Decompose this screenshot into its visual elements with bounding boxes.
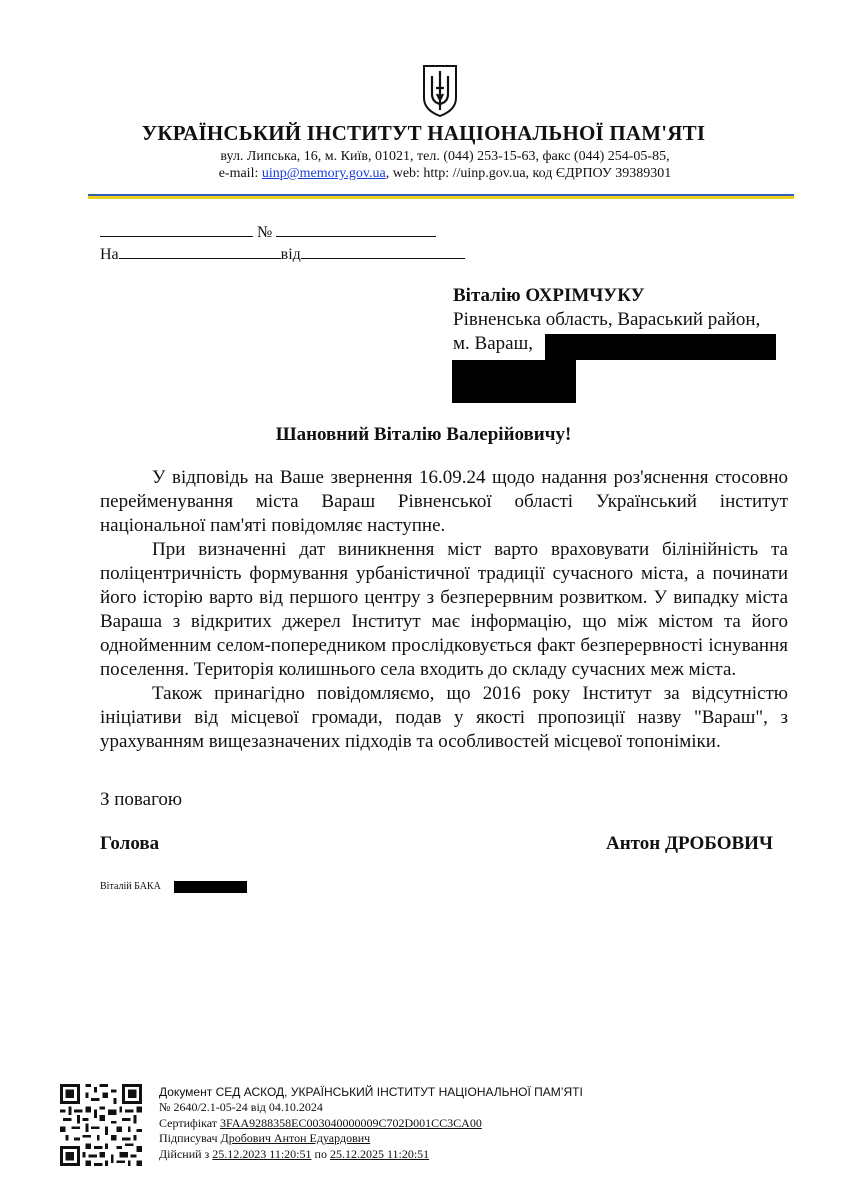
redaction-bar bbox=[452, 360, 576, 403]
eds-certificate-line bbox=[159, 1116, 583, 1131]
valid-from-date: 25.12.2023 11:20:51 bbox=[212, 1146, 312, 1161]
certificate-label: Сертифікат bbox=[159, 1115, 218, 1130]
eds-document-line: Документ СЕД АСКОД, УКРАЇНСЬКИЙ ІНСТИТУТ НАЦІОНАЛЬНОЇ ПАМ’ЯТІ bbox=[159, 1085, 583, 1099]
trident-coat-of-arms-icon bbox=[421, 64, 459, 118]
signatory-name: Антон ДРОБОВИЧ bbox=[606, 833, 773, 854]
date-blank bbox=[100, 221, 253, 237]
date-label: від bbox=[280, 246, 301, 263]
valid-to-label: по bbox=[314, 1146, 327, 1161]
signer-name: Дробович Антон Едуардович bbox=[220, 1131, 371, 1146]
eds-validity-line bbox=[159, 1147, 583, 1162]
email-link[interactable]: uinp@memory.gov.ua bbox=[261, 166, 386, 181]
valid-from-label: Дійсний з bbox=[159, 1146, 210, 1161]
in-reply-label: На bbox=[100, 246, 119, 263]
email-label: e-mail: bbox=[218, 166, 259, 181]
eds-registration-number: № 2640/2.1-05-24 від 04.10.2024 bbox=[159, 1100, 323, 1115]
certificate-id: 3FAA9288358EC003040000009C702D001CC3CA00 bbox=[220, 1115, 482, 1130]
redaction-bar bbox=[545, 334, 776, 360]
body-paragraph: При визначенні дат виникнення міст варто враховувати білінійність та поліцентричність формування урбаністичної традиції сучасного міста, а починати його історію варто від першого центру з безперервним розвитком. У випадку міста Вараша з відкритих джерел Інститут має інформацію, що між містом та його однойменним селом-попередником прослідковується факт безперервності існування поселення. Територія колишнього села входить до складу сучасних меж міста. bbox=[100, 539, 788, 680]
addressee-name: Віталію ОХРІМЧУКУ bbox=[453, 285, 645, 306]
qr-code-icon bbox=[60, 1084, 142, 1166]
addressee-city: м. Вараш, bbox=[453, 333, 533, 354]
letter-body bbox=[100, 466, 788, 754]
in-reply-date-blank bbox=[301, 243, 465, 259]
organization-address: вул. Липська, 16, м. Київ, 01021, тел. (044) 253-15-63, факс (044) 254-05-85, bbox=[220, 149, 670, 164]
valid-to-date: 25.12.2025 11:20:51 bbox=[329, 1146, 430, 1161]
organization-name: УКРАЇНСЬКИЙ ІНСТИТУТ НАЦІОНАЛЬНОЇ ПАМ'ЯТІ bbox=[141, 121, 706, 145]
flag-stripe-yellow bbox=[88, 196, 794, 199]
digital-signature-stamp bbox=[159, 1085, 583, 1162]
greeting: Шановний Віталію Валерійовичу! bbox=[275, 424, 572, 445]
eds-signer-line bbox=[159, 1131, 583, 1146]
organization-contacts bbox=[0, 166, 847, 182]
number-blank bbox=[276, 221, 436, 237]
addressee-region: Рівненська область, Вараський район, bbox=[453, 309, 761, 330]
incoming-reference-line bbox=[100, 243, 465, 264]
body-paragraph: Також принагідно повідомляємо, що 2016 року Інститут за відсутністю ініціативи від місцевої громади, подав у якості пропозиції назву "Вараш", з урахуванням вищезазначених підходів та особливостей місцевої топоніміки. bbox=[100, 683, 788, 752]
in-reply-number-blank bbox=[119, 243, 281, 259]
closing-phrase: З повагою bbox=[100, 789, 183, 810]
web-and-code: , web: http: //uinp.gov.ua, код ЄДРПОУ 39389301 bbox=[385, 166, 672, 181]
executor-name: Віталій БАКА bbox=[100, 881, 161, 892]
number-label: № bbox=[257, 224, 273, 241]
signatory-position: Голова bbox=[100, 833, 160, 854]
body-paragraph: У відповідь на Ваше звернення 16.09.24 щодо надання роз'яснення стосовно перейменування міста Вараш Рівненської області Український інститут національної пам'яті повідомляє наступне. bbox=[100, 467, 788, 536]
signer-label: Підписувач bbox=[159, 1131, 218, 1146]
outgoing-reference-line bbox=[100, 221, 436, 242]
redaction-bar bbox=[174, 881, 247, 893]
